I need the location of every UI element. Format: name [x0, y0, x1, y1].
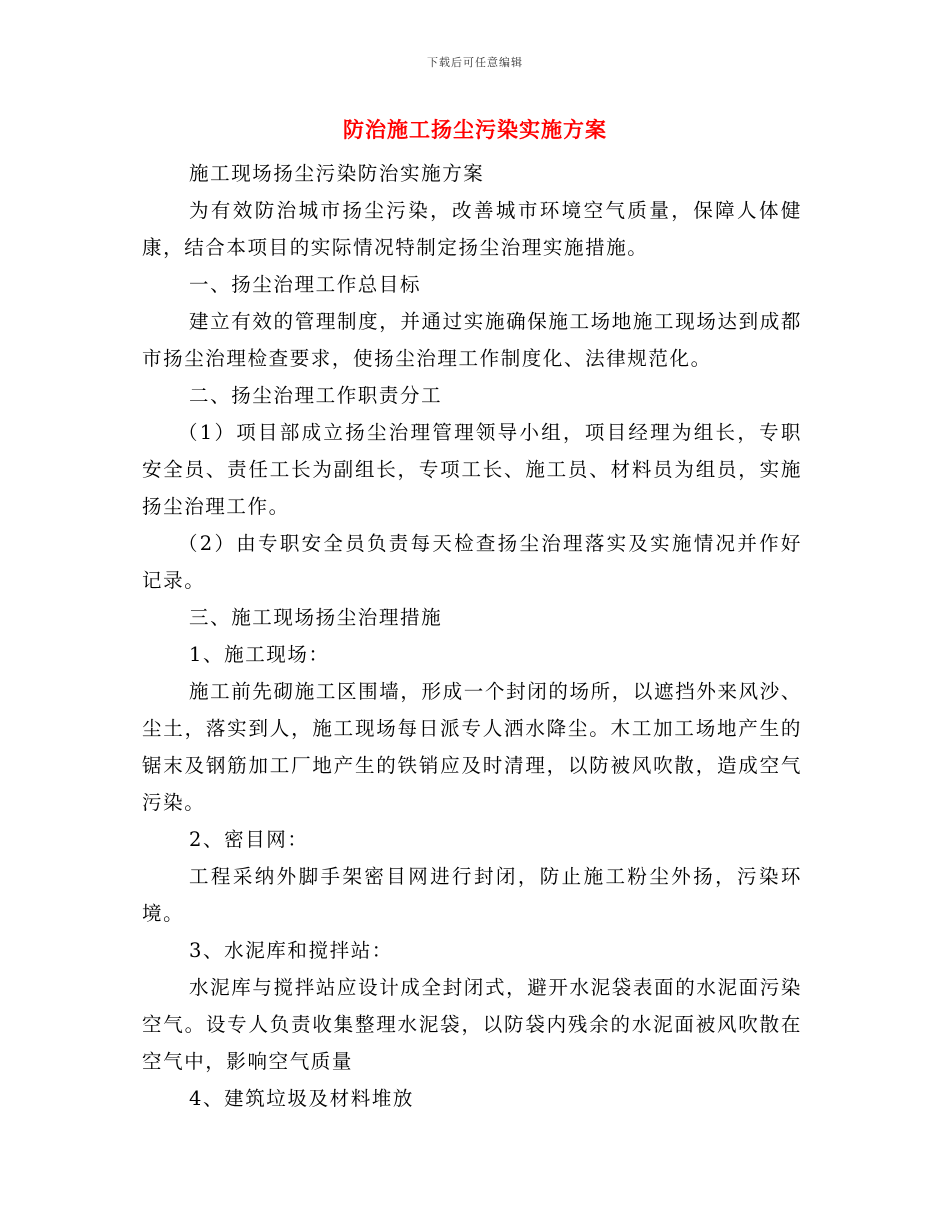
document-title: 防治施工扬尘污染实施方案 — [343, 117, 607, 142]
document-body — [142, 155, 802, 1117]
page-header-note: 下载后可任意编辑 — [427, 56, 523, 69]
paragraph-mesh: 工程采纳外脚手架密目网进行封闭，防止施工粉尘外扬，污染环境。 — [142, 865, 802, 925]
subheading-mesh: 2、密目网： — [189, 828, 309, 851]
paragraph-goal: 建立有效的管理制度，并通过实施确保施工场地施工现场达到成都市扬尘治理检查要求，使扬尘治理工作制度化、法律规范化。 — [142, 310, 802, 370]
paragraph-duty-2: （2）由专职安全员负责每天检查扬尘治理落实及实施情况并作好记录。 — [142, 532, 802, 592]
subheading-cement: 3、水泥库和搅拌站： — [189, 939, 393, 962]
section-heading-measures: 三、施工现场扬尘治理措施 — [189, 606, 443, 629]
paragraph-site: 施工前先砌施工区围墙，形成一个封闭的场所，以遮挡外来风沙、尘土，落实到人，施工现场每日派专人洒水降尘。木工加工场地产生的锯末及钢筋加工厂地产生的铁销应及时清理，以防被风吹散，造成空气污染。 — [142, 680, 802, 814]
section-heading-duties: 二、扬尘治理工作职责分工 — [189, 384, 443, 407]
paragraph-cement: 水泥库与搅拌站应设计成全封闭式，避开水泥袋表面的水泥面污染空气。设专人负责收集整理水泥袋，以防袋内残余的水泥面被风吹散在空气中，影响空气质量 — [142, 976, 802, 1073]
paragraph-subtitle: 施工现场扬尘污染防治实施方案 — [189, 162, 485, 185]
section-heading-goal: 一、扬尘治理工作总目标 — [189, 273, 422, 296]
paragraph-duty-1: （1）项目部成立扬尘治理管理领导小组，项目经理为组长，专职安全员、责任工长为副组长，专项工长、施工员、材料员为组员，实施扬尘治理工作。 — [142, 421, 802, 518]
subheading-site: 1、施工现场： — [189, 643, 330, 666]
subheading-waste: 4、建筑垃圾及材料堆放 — [189, 1087, 415, 1110]
paragraph-intro: 为有效防治城市扬尘污染，改善城市环境空气质量，保障人体健康，结合本项目的实际情况特制定扬尘治理实施措施。 — [142, 199, 802, 259]
